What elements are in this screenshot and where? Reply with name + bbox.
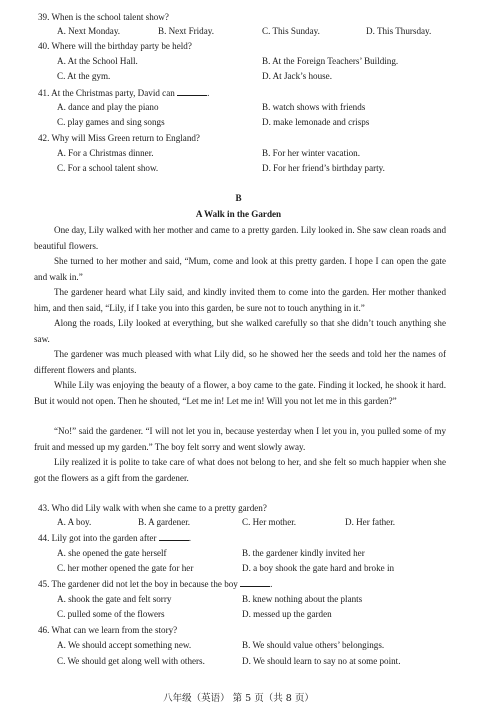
question-40-option-b: B. At the Foreign Teachers’ Building.: [262, 56, 399, 66]
question-42-option-d: D. For her friend’s birthday party.: [262, 163, 385, 173]
question-39-option-a: A. Next Monday.: [57, 26, 121, 36]
question-43-option-c: C. Her mother.: [242, 517, 297, 527]
question-44-option-a: A. she opened the gate herself: [57, 548, 167, 558]
passage-paragraph-3: The gardener heard what Lily said, and kindly invited them to come into the garden. Her mother thanked him, and then said, “Lily, if I take you into this garden, be sure not to touch anything in it.”: [34, 287, 446, 313]
question-45-option-d: D. messed up the garden: [242, 609, 332, 619]
question-42-option-c: C. For a school talent show.: [57, 163, 159, 173]
question-45-option-c: C. pulled some of the flowers: [57, 609, 165, 619]
passage-title: A Walk in the Garden: [195, 209, 282, 219]
question-43-stem: 43. Who did Lily walk with when she came to a pretty garden?: [38, 503, 267, 513]
question-46-option-a: A. We should accept something new.: [57, 640, 192, 650]
question-39-stem: 39. When is the school talent show?: [38, 12, 169, 22]
question-41-option-a: A. dance and play the piano: [57, 102, 159, 112]
passage-paragraph-4: Along the roads, Lily looked at everything, but she walked carefully so that she didn’t touch anything she saw.: [34, 318, 446, 344]
question-44-stem: 44. Lily got into the garden after .: [38, 533, 191, 543]
page-footer: 八年级（英语） 第 5 页（共 8 页）: [163, 693, 314, 704]
question-40-option-c: C. At the gym.: [57, 71, 111, 81]
passage-paragraph-6: While Lily was enjoying the beauty of a flower, a boy came to the gate. Finding it locked, he shook it hard. But it would not open. Then he shouted, “Let me in! Let me in! Will you not let me in this garden?”: [34, 380, 446, 406]
question-42-stem: 42. Why will Miss Green return to England?: [38, 133, 200, 143]
question-44-option-c: C. her mother opened the gate for her: [57, 563, 194, 573]
passage-paragraph-7: “No!” said the gardener. “I will not let you in, because yesterday when I let you in, you pulled some of my fruit and messed up my garden.” The boy felt sorry and went slowly away.: [34, 426, 446, 452]
question-42-option-a: A. For a Christmas dinner.: [57, 148, 154, 158]
question-44-option-b: B. the gardener kindly invited her: [242, 548, 365, 558]
question-46-option-b: B. We should value others’ belongings.: [242, 640, 385, 650]
question-41-option-b: B. watch shows with friends: [262, 102, 366, 112]
passage-paragraph-2: She turned to her mother and said, “Mum, come and look at this pretty garden. I hope I can open the gate and walk in.”: [34, 256, 446, 282]
question-40-option-d: D. At Jack’s house.: [262, 71, 332, 81]
question-43-option-b: B. A gardener.: [138, 517, 191, 527]
question-44-option-d: D. a boy shook the gate hard and broke in: [242, 563, 395, 573]
question-45-option-b: B. knew nothing about the plants: [242, 594, 363, 604]
question-41-option-c: C. play games and sing songs: [57, 117, 165, 127]
section-letter: B: [235, 193, 242, 203]
passage-paragraph-8: Lily realized it is polite to take care of what does not belong to her, and she felt so much happier when she got the flowers as a gift from the gardener.: [34, 457, 446, 483]
question-45-stem: 45. The gardener did not let the boy in because the boy .: [38, 579, 273, 589]
question-41-stem: 41. At the Christmas party, David can .: [38, 88, 210, 98]
question-43-option-a: A. A boy.: [57, 517, 92, 527]
passage-paragraph-5: The gardener was much pleased with what Lily did, so he showed her the seeds and told her the names of different flowers and plants.: [34, 349, 446, 375]
question-42-option-b: B. For her winter vacation.: [262, 148, 360, 158]
question-46-option-c: C. We should get along well with others.: [57, 656, 205, 666]
question-46-option-d: D. We should learn to say no at some point.: [242, 656, 401, 666]
question-40-option-a: A. At the School Hall.: [57, 56, 138, 66]
question-40-stem: 40. Where will the birthday party be held?: [38, 41, 192, 51]
passage-paragraph-1: One day, Lily walked with her mother and came to a pretty garden. Lily looked in. She saw clean roads and beautiful flowers.: [34, 225, 446, 251]
question-39-option-d: D. This Thursday.: [366, 26, 432, 36]
question-39-option-b: B. Next Friday.: [158, 26, 214, 36]
question-46-stem: 46. What can we learn from the story?: [38, 625, 178, 635]
question-45-option-a: A. shook the gate and felt sorry: [57, 594, 172, 604]
question-43-option-d: D. Her father.: [345, 517, 395, 527]
question-39-option-c: C. This Sunday.: [262, 26, 320, 36]
question-41-option-d: D. make lemonade and crisps: [262, 117, 370, 127]
